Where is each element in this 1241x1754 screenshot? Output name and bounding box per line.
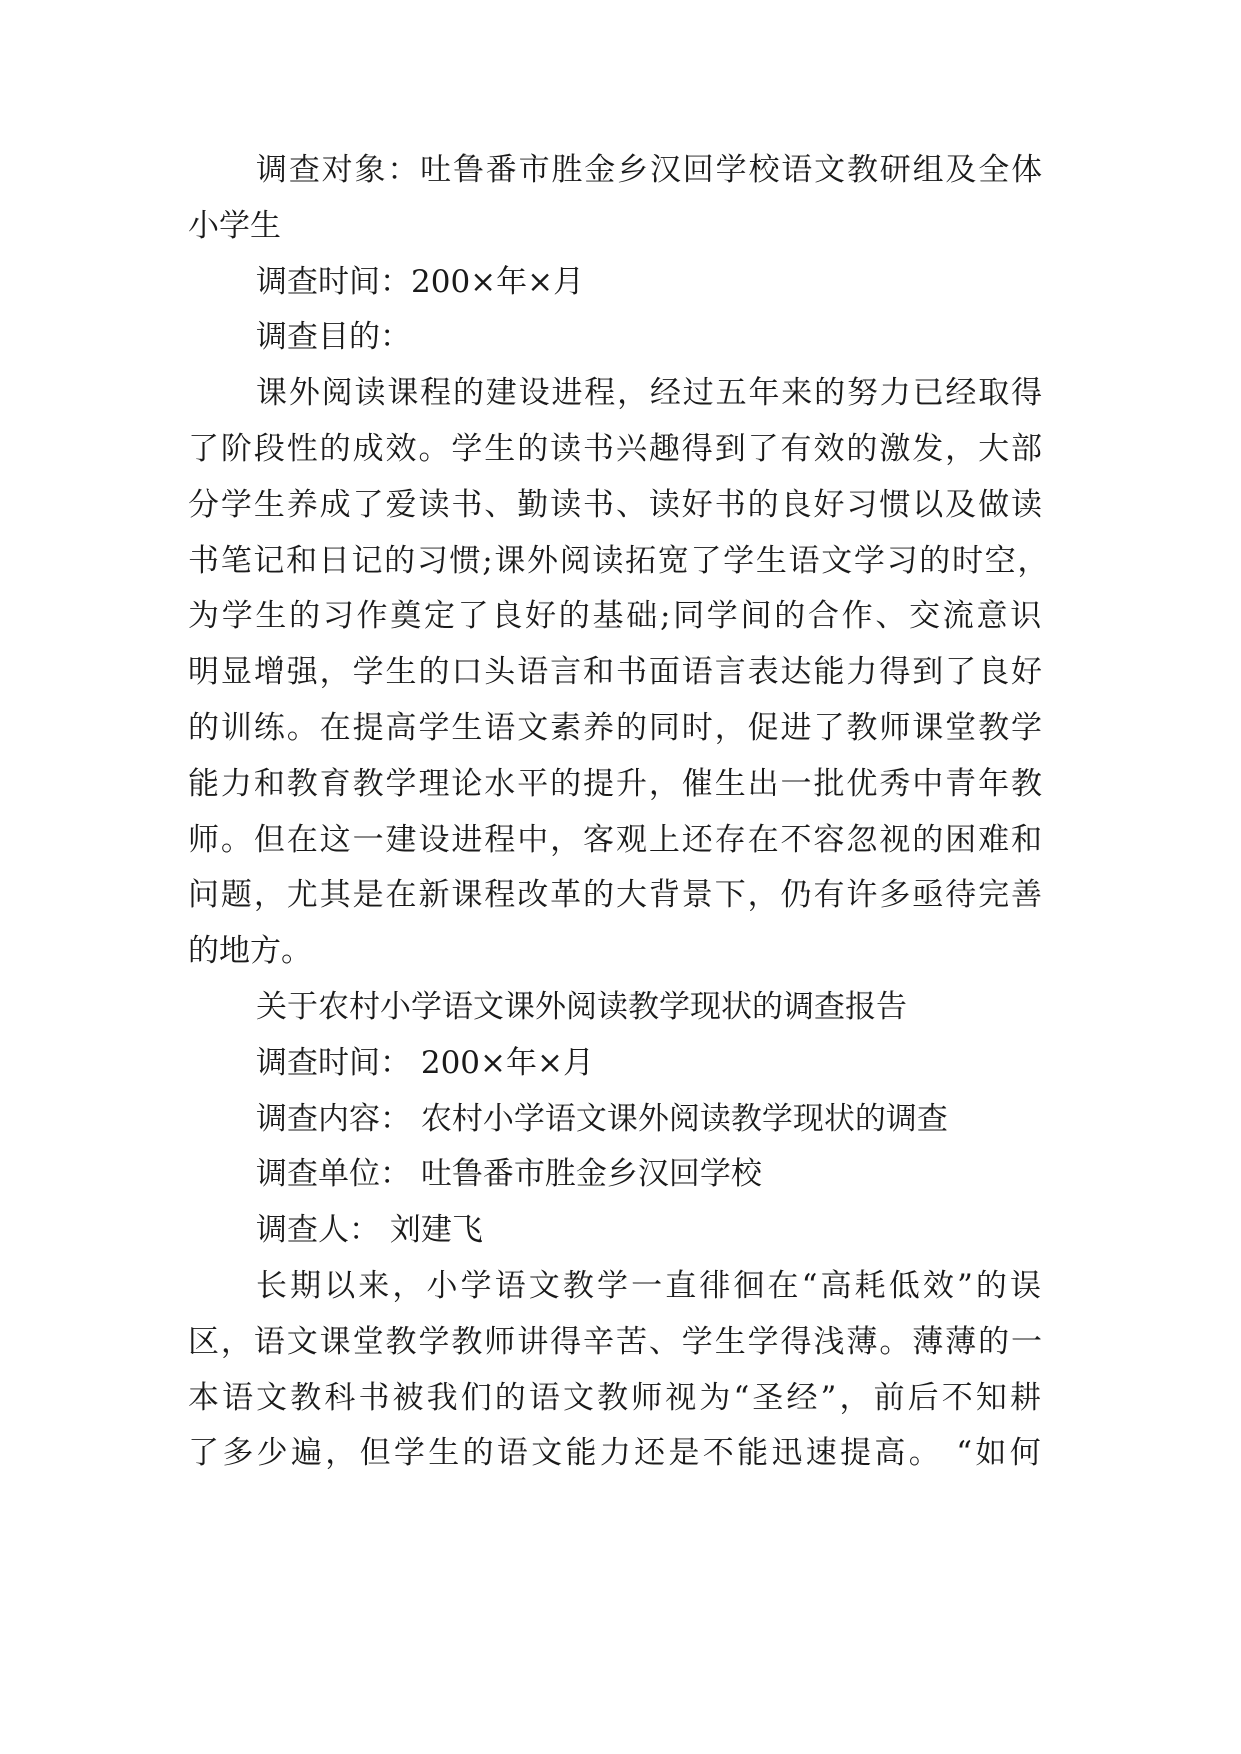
text-line: 分学生养成了爱读书、勤读书、读好书的良好习惯以及做读	[188, 487, 1044, 523]
text-line: 问题，尤其是在新课程改革的大背景下，仍有许多亟待完善	[188, 877, 1044, 913]
text-line: 调查单位： 吐鲁番市胜金乡汉回学校	[256, 1156, 762, 1192]
text-line: 区，语文课堂教学教师讲得辛苦、学生学得浅薄。薄薄的一	[188, 1324, 1044, 1360]
text-line: 的地方。	[188, 933, 312, 969]
text-line: 为学生的习作奠定了良好的基础;同学间的合作、交流意识	[188, 598, 1044, 634]
text-line: 调查时间：200×年×月	[256, 264, 585, 300]
text-line: 调查内容： 农村小学语文课外阅读教学现状的调查	[256, 1101, 948, 1137]
text-line: 师。但在这一建设进程中，客观上还存在不容忽视的困难和	[188, 822, 1044, 858]
text-line: 了多少遍，但学生的语文能力还是不能迅速提高。 “如何	[188, 1435, 1045, 1471]
text-line: 小学生	[188, 208, 281, 244]
text-line: 的训练。在提高学生语文素养的同时，促进了教师课堂教学	[188, 710, 1044, 746]
text-line: 调查目的：	[256, 319, 411, 355]
text-line: 课外阅读课程的建设进程，经过五年来的努力已经取得	[256, 375, 1044, 411]
text-line: 调查对象：吐鲁番市胜金乡汉回学校语文教研组及全体	[256, 152, 1044, 188]
text-line: 书笔记和日记的习惯;课外阅读拓宽了学生语文学习的时空，	[188, 543, 1051, 579]
text-line: 长期以来，小学语文教学一直徘徊在“高耗低效”的误	[256, 1268, 1045, 1304]
text-line: 了阶段性的成效。学生的读书兴趣得到了有效的激发，大部	[188, 431, 1044, 467]
text-line: 关于农村小学语文课外阅读教学现状的调查报告	[256, 989, 907, 1025]
text-line: 明显增强，学生的口头语言和书面语言表达能力得到了良好	[188, 654, 1044, 690]
text-line: 能力和教育教学理论水平的提升，催生出一批优秀中青年教	[188, 766, 1044, 802]
text-line: 本语文教科书被我们的语文教师视为“圣经”，前后不知耕	[188, 1380, 1045, 1416]
text-line: 调查时间： 200×年×月	[256, 1045, 594, 1081]
text-line: 调查人： 刘建飞	[256, 1212, 483, 1248]
